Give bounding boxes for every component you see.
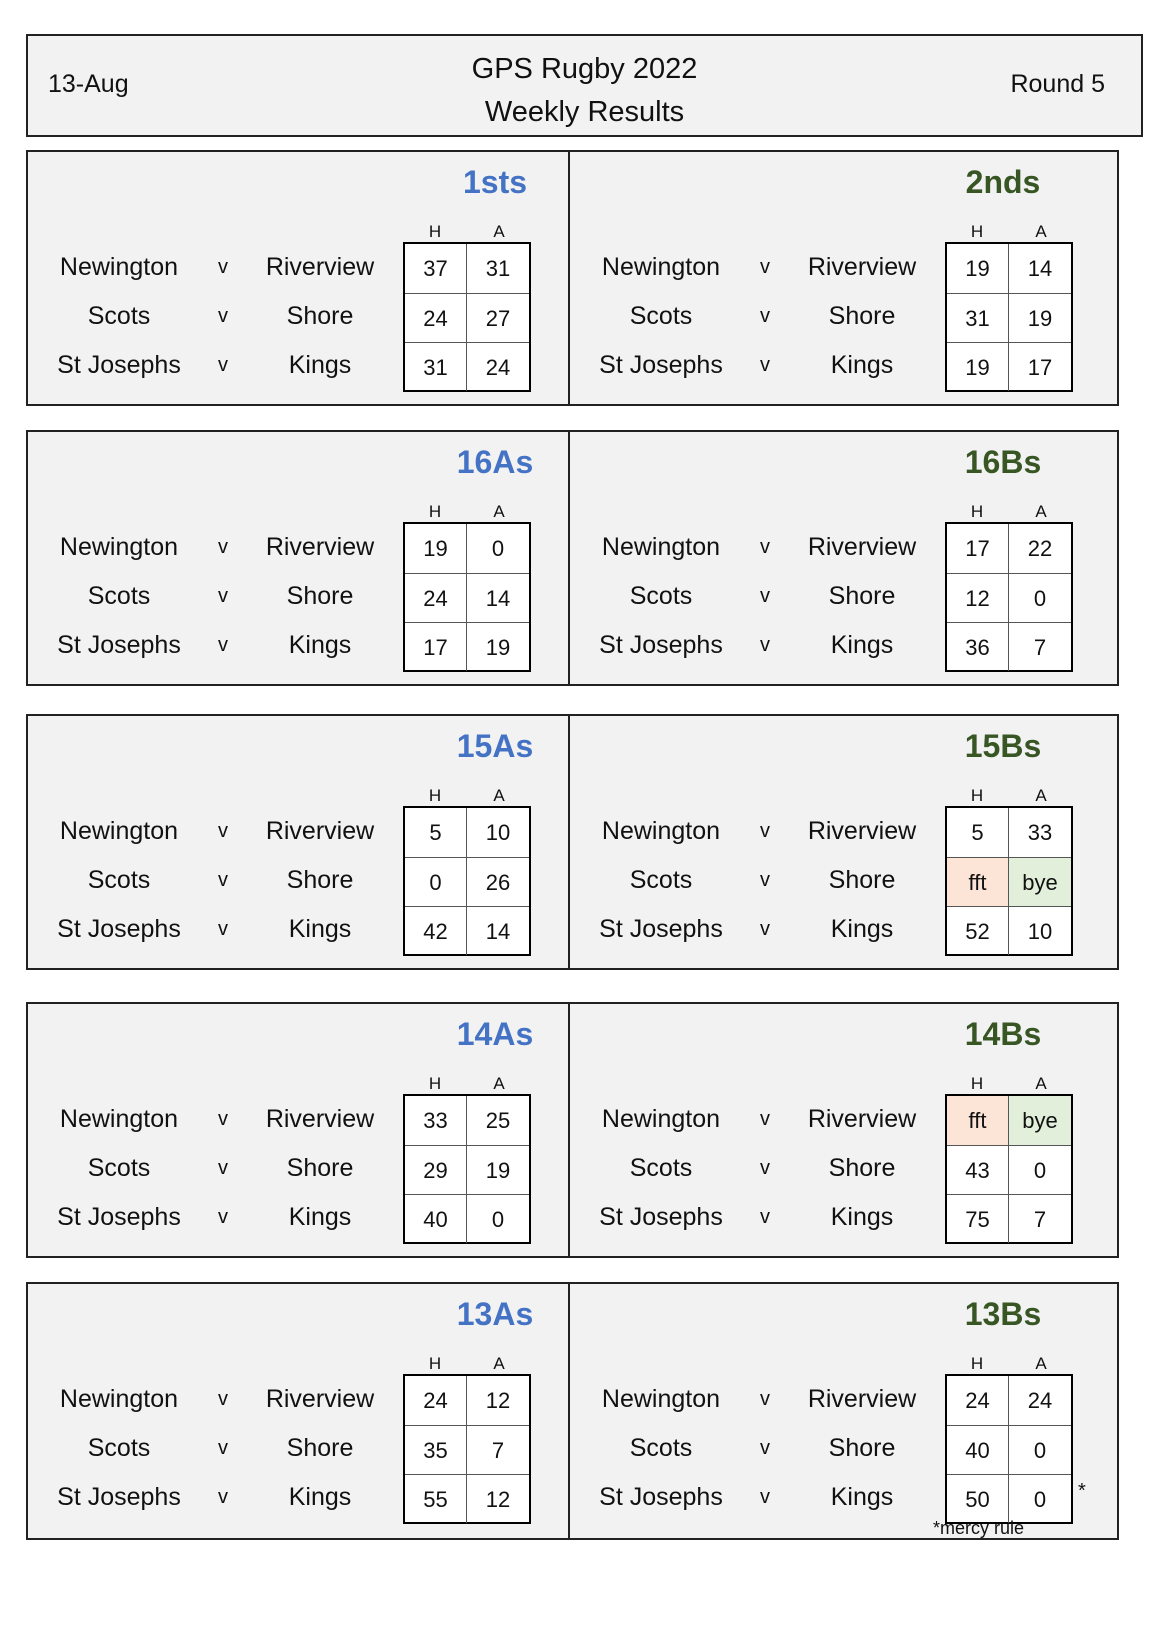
home-team: St Josephs	[57, 915, 181, 943]
panel-1sts	[26, 150, 577, 406]
away-score: 24	[1027, 1388, 1053, 1413]
home-column-label: H	[428, 222, 442, 241]
home-team: Newington	[601, 817, 721, 845]
away-score: 12	[467, 1474, 529, 1523]
away-column-label: A	[493, 786, 505, 805]
home-team: Newington	[59, 817, 179, 845]
home-column-label: H	[428, 786, 442, 805]
away-score: 22	[1027, 536, 1053, 561]
away-score: 0	[1009, 573, 1071, 622]
home-team: Newington	[601, 1385, 721, 1413]
away-team: Shore	[828, 866, 896, 894]
away-column-label: A	[1035, 222, 1047, 241]
away-score: 19	[1009, 293, 1071, 342]
away-column-label: A	[493, 222, 505, 241]
versus-label: v	[760, 354, 770, 376]
home-team: Scots	[87, 866, 151, 894]
away-score: 31	[485, 256, 511, 281]
away-team: Kings	[830, 1483, 894, 1511]
away-score: 26	[467, 857, 529, 906]
panel-title: 13As	[456, 1296, 534, 1332]
home-score: 24	[405, 293, 467, 342]
panel-title: 14As	[456, 1016, 534, 1052]
home-score: 75	[947, 1194, 1009, 1243]
away-team: Kings	[830, 631, 894, 659]
match-row	[28, 620, 428, 670]
away-column-label: A	[493, 502, 505, 521]
versus-label: v	[760, 918, 770, 940]
away-team: Shore	[828, 582, 896, 610]
home-score: 17	[405, 622, 467, 671]
away-team: Riverview	[265, 1105, 375, 1133]
versus-label: v	[218, 585, 228, 607]
score-table	[945, 1094, 1073, 1244]
home-team: Scots	[629, 302, 693, 330]
panel-15as	[26, 714, 577, 970]
away-team: Riverview	[807, 253, 917, 281]
home-team: St Josephs	[599, 351, 723, 379]
away-score: bye	[1009, 1096, 1071, 1145]
away-column-label: A	[1035, 502, 1047, 521]
score-table	[945, 242, 1073, 392]
home-score: 24	[405, 573, 467, 622]
home-score: 24	[405, 1376, 467, 1425]
away-score: 24	[467, 342, 529, 391]
match-row	[570, 620, 970, 670]
away-score: 27	[467, 293, 529, 342]
away-score: 12	[485, 1388, 511, 1413]
match-row	[28, 522, 428, 572]
panel-title: 16As	[456, 444, 534, 480]
match-row	[28, 1374, 428, 1424]
home-team: St Josephs	[57, 631, 181, 659]
away-team: Riverview	[265, 817, 375, 845]
home-score: 43	[947, 1145, 1009, 1194]
home-column-label: H	[970, 786, 984, 805]
home-score: 42	[405, 906, 467, 955]
page-title	[28, 48, 1141, 134]
match-row	[570, 1192, 970, 1242]
home-team: Scots	[629, 1434, 693, 1462]
away-score: 10	[1009, 906, 1071, 955]
match-row	[570, 340, 970, 390]
home-team: St Josephs	[599, 1483, 723, 1511]
home-team: Scots	[87, 302, 151, 330]
match-row	[28, 242, 428, 292]
home-score: 37	[405, 244, 467, 293]
away-team: Kings	[288, 915, 352, 943]
away-score: 0	[491, 536, 505, 561]
home-team: Newington	[601, 1105, 721, 1133]
home-column-label: H	[970, 502, 984, 521]
versus-label: v	[760, 256, 770, 278]
home-score: 40	[947, 1425, 1009, 1474]
home-column-label: H	[970, 222, 984, 241]
panel-13as	[26, 1282, 577, 1540]
panel-15bs	[568, 714, 1119, 970]
home-team: St Josephs	[599, 631, 723, 659]
match-row	[570, 1374, 970, 1424]
away-team: Shore	[828, 1154, 896, 1182]
away-team: Riverview	[265, 253, 375, 281]
away-score: 0	[1009, 1425, 1071, 1474]
match-row	[570, 1094, 970, 1144]
versus-label: v	[218, 1437, 228, 1459]
versus-label: v	[218, 1157, 228, 1179]
away-team: Kings	[830, 1203, 894, 1231]
away-column-label: A	[493, 1354, 505, 1373]
away-team: Shore	[286, 582, 354, 610]
home-team: Newington	[59, 1105, 179, 1133]
home-team: St Josephs	[57, 351, 181, 379]
versus-label: v	[218, 1206, 228, 1228]
round-label: Round 5	[1010, 70, 1105, 98]
home-score: 19	[947, 342, 1009, 391]
away-team: Kings	[288, 351, 352, 379]
away-team: Shore	[286, 1154, 354, 1182]
home-team: Newington	[59, 533, 179, 561]
home-column-label: H	[428, 1354, 442, 1373]
away-team: Shore	[828, 302, 896, 330]
away-score: 7	[467, 1425, 529, 1474]
away-team: Kings	[288, 631, 352, 659]
away-team: Shore	[828, 1434, 896, 1462]
home-team: Scots	[629, 1154, 693, 1182]
away-score: 0	[1009, 1474, 1071, 1523]
away-score: 17	[1009, 342, 1071, 391]
away-team: Riverview	[265, 1385, 375, 1413]
away-score: 19	[467, 1145, 529, 1194]
home-team: Newington	[59, 253, 179, 281]
home-column-label: H	[970, 1074, 984, 1093]
away-team: Riverview	[807, 817, 917, 845]
home-team: Scots	[87, 1434, 151, 1462]
home-score: 29	[405, 1145, 467, 1194]
versus-label: v	[218, 305, 228, 327]
title-line-2: Weekly Results	[484, 96, 685, 128]
mercy-rule-footnote: *mercy rule	[933, 1518, 1025, 1538]
panel-title: 15As	[456, 728, 534, 764]
versus-label: v	[760, 305, 770, 327]
match-row	[570, 904, 970, 954]
home-column-label: H	[428, 502, 442, 521]
match-row	[28, 1094, 428, 1144]
match-row	[28, 1472, 428, 1522]
home-team: St Josephs	[57, 1483, 181, 1511]
versus-label: v	[760, 820, 770, 842]
match-row	[570, 242, 970, 292]
match-row	[28, 291, 428, 341]
home-score: fft	[947, 1096, 1009, 1145]
versus-label: v	[218, 536, 228, 558]
header-box	[26, 34, 1143, 137]
home-score: 40	[405, 1194, 467, 1243]
versus-label: v	[218, 256, 228, 278]
match-row	[570, 806, 970, 856]
away-score: 19	[467, 622, 529, 671]
away-score: 14	[1027, 256, 1053, 281]
home-team: St Josephs	[599, 915, 723, 943]
home-score: 17	[947, 524, 1009, 573]
home-score: 50	[947, 1474, 1009, 1523]
home-team: Newington	[59, 1385, 179, 1413]
home-column-label: H	[970, 1354, 984, 1373]
versus-label: v	[218, 634, 228, 656]
home-team: Scots	[87, 582, 151, 610]
away-team: Kings	[288, 1203, 352, 1231]
home-team: Scots	[629, 866, 693, 894]
versus-label: v	[760, 634, 770, 656]
versus-label: v	[760, 1157, 770, 1179]
mercy-rule-marker: *	[1078, 1480, 1086, 1502]
score-table	[945, 1374, 1073, 1524]
away-team: Shore	[286, 1434, 354, 1462]
score-table	[403, 1094, 531, 1244]
versus-label: v	[760, 1206, 770, 1228]
match-row	[28, 1143, 428, 1193]
match-row	[28, 340, 428, 390]
home-team: Scots	[629, 582, 693, 610]
panel-title: 14Bs	[964, 1016, 1042, 1052]
match-row	[570, 1143, 970, 1193]
home-team: St Josephs	[57, 1203, 181, 1231]
away-column-label: A	[493, 1074, 505, 1093]
home-team: Newington	[601, 253, 721, 281]
away-team: Shore	[286, 866, 354, 894]
away-score: 7	[1009, 622, 1071, 671]
panel-title: 16Bs	[964, 444, 1042, 480]
away-team: Shore	[286, 302, 354, 330]
versus-label: v	[218, 820, 228, 842]
versus-label: v	[760, 1108, 770, 1130]
away-score: 7	[1009, 1194, 1071, 1243]
home-column-label: H	[428, 1074, 442, 1093]
versus-label: v	[218, 869, 228, 891]
match-row	[570, 1472, 970, 1522]
panel-16as	[26, 430, 577, 686]
panel-16bs	[568, 430, 1119, 686]
away-team: Riverview	[807, 1105, 917, 1133]
score-table	[945, 522, 1073, 672]
away-score: 10	[485, 820, 511, 845]
home-score: 0	[405, 857, 467, 906]
match-row	[570, 522, 970, 572]
home-score: 31	[947, 293, 1009, 342]
panel-14as	[26, 1002, 577, 1258]
home-score: fft	[947, 857, 1009, 906]
match-row	[28, 855, 428, 905]
away-team: Riverview	[265, 533, 375, 561]
away-team: Riverview	[807, 533, 917, 561]
panel-14bs	[568, 1002, 1119, 1258]
versus-label: v	[760, 1388, 770, 1410]
score-table	[403, 1374, 531, 1524]
versus-label: v	[218, 1388, 228, 1410]
panel-title: 1sts	[462, 164, 528, 200]
versus-label: v	[760, 1486, 770, 1508]
versus-label: v	[760, 1437, 770, 1459]
versus-label: v	[760, 585, 770, 607]
versus-label: v	[218, 1108, 228, 1130]
match-date: 13-Aug	[48, 70, 129, 98]
match-row	[570, 571, 970, 621]
versus-label: v	[218, 918, 228, 940]
home-score: 55	[405, 1474, 467, 1523]
match-row	[28, 1192, 428, 1242]
away-team: Kings	[830, 915, 894, 943]
home-score: 24	[947, 1376, 1009, 1425]
panel-title: 13Bs	[964, 1296, 1042, 1332]
panel-2nds	[568, 150, 1119, 406]
away-score: 0	[467, 1194, 529, 1243]
away-score: 14	[467, 573, 529, 622]
home-score: 31	[405, 342, 467, 391]
versus-label: v	[218, 354, 228, 376]
home-team: St Josephs	[599, 1203, 723, 1231]
score-table	[403, 242, 531, 392]
versus-label: v	[760, 536, 770, 558]
panel-13bs	[568, 1282, 1119, 1540]
match-row	[28, 1423, 428, 1473]
home-team: Scots	[87, 1154, 151, 1182]
versus-label: v	[760, 869, 770, 891]
match-row	[28, 571, 428, 621]
away-column-label: A	[1035, 1074, 1047, 1093]
away-score: 25	[485, 1108, 511, 1133]
away-team: Kings	[288, 1483, 352, 1511]
home-score: 52	[947, 906, 1009, 955]
away-team: Riverview	[807, 1385, 917, 1413]
match-row	[570, 855, 970, 905]
away-column-label: A	[1035, 1354, 1047, 1373]
home-score: 33	[405, 1096, 467, 1145]
home-team: Newington	[601, 533, 721, 561]
home-score: 12	[947, 573, 1009, 622]
home-score: 36	[947, 622, 1009, 671]
away-team: Kings	[830, 351, 894, 379]
home-score: 19	[405, 524, 467, 573]
score-table	[945, 806, 1073, 956]
home-score: 19	[947, 244, 1009, 293]
title-line-1: GPS Rugby 2022	[471, 53, 698, 85]
away-score: 0	[1009, 1145, 1071, 1194]
home-score: 35	[405, 1425, 467, 1474]
away-column-label: A	[1035, 786, 1047, 805]
match-row	[28, 904, 428, 954]
score-table	[403, 522, 531, 672]
home-score: 5	[405, 808, 467, 857]
match-row	[28, 806, 428, 856]
home-score: 5	[947, 808, 1009, 857]
away-score: 14	[467, 906, 529, 955]
away-score: 33	[1027, 820, 1053, 845]
score-table	[403, 806, 531, 956]
panel-title: 15Bs	[964, 728, 1042, 764]
match-row	[570, 1423, 970, 1473]
away-score: bye	[1009, 857, 1071, 906]
match-row	[570, 291, 970, 341]
versus-label: v	[218, 1486, 228, 1508]
panel-title: 2nds	[965, 164, 1041, 200]
